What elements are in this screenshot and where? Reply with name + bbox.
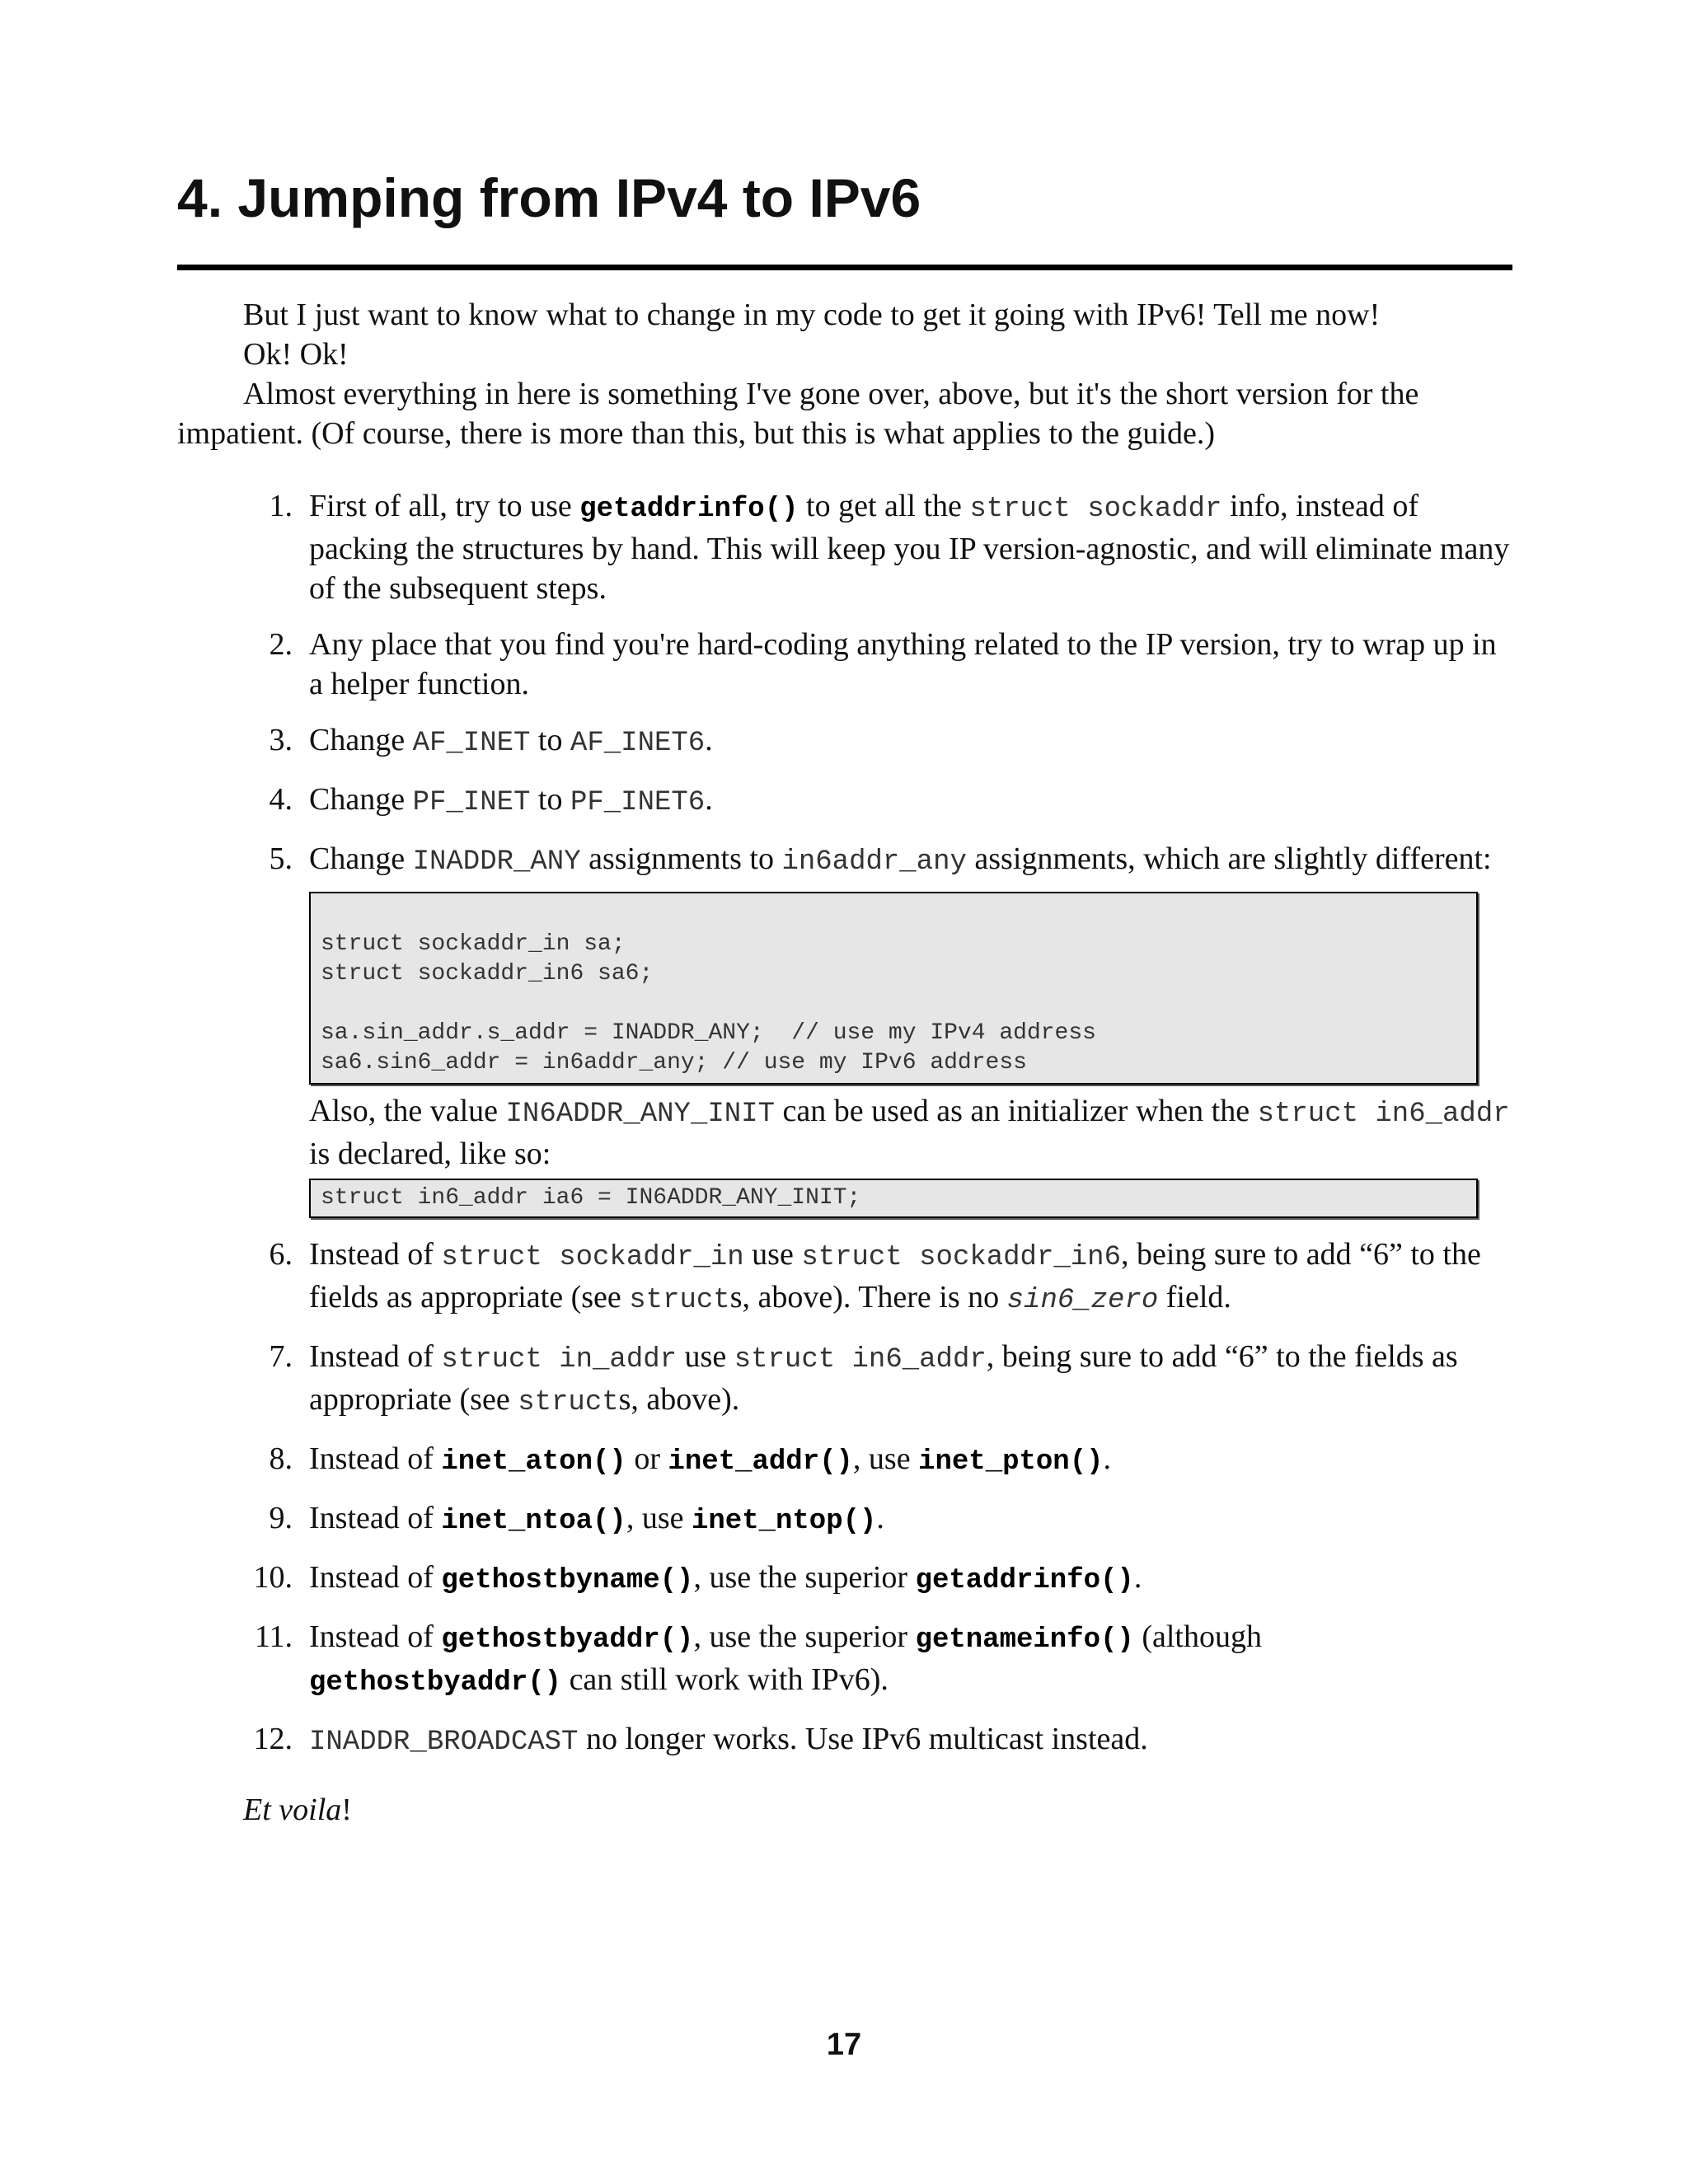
text: .	[705, 723, 713, 757]
list-number: 6.	[269, 1237, 293, 1272]
list-number: 3.	[269, 723, 293, 757]
text: , being sure to add “6” to the fields as appropriate (see	[309, 1339, 1458, 1417]
text: can still work with IPv6).	[561, 1662, 889, 1697]
steps-list	[177, 486, 1512, 1779]
text: Also, the value	[309, 1094, 506, 1128]
code-function: inet_ntoa()	[441, 1506, 626, 1537]
text: Change	[309, 782, 413, 817]
text: field.	[1158, 1280, 1231, 1315]
closing-line	[243, 1790, 352, 1830]
code-literal: PF_INET	[412, 787, 531, 818]
list-number: 9.	[269, 1501, 293, 1535]
code-literal: PF_INET6	[570, 787, 706, 818]
text: Instead of	[309, 1339, 442, 1374]
text: to	[530, 723, 570, 757]
code-function: getaddrinfo()	[915, 1565, 1134, 1596]
intro-paragraph-2: Ok! Ok!	[243, 337, 349, 372]
code-literal: struct sockaddr_in	[441, 1242, 744, 1273]
text: Change	[309, 723, 413, 757]
text: , use	[626, 1501, 692, 1535]
text: .	[876, 1501, 884, 1535]
closing-italic: Et voila	[243, 1793, 342, 1827]
text: is declared, like so:	[309, 1137, 551, 1171]
text: Change	[309, 841, 413, 876]
text: Instead of	[309, 1441, 442, 1476]
list-number: 4.	[269, 782, 293, 817]
code-function: getnameinfo()	[915, 1624, 1134, 1656]
text: (although	[1133, 1619, 1262, 1654]
code-literal: IN6ADDR_ANY_INIT	[505, 1099, 775, 1130]
list-number: 12.	[253, 1722, 293, 1756]
text: , use the superior	[693, 1560, 916, 1595]
code-literal: AF_INET	[412, 728, 531, 759]
list-number: 10.	[253, 1560, 293, 1595]
text: use	[677, 1339, 734, 1374]
list-item	[177, 1719, 1512, 1762]
text: Instead of	[309, 1619, 442, 1654]
text: assignments to	[580, 841, 782, 876]
code-literal: AF_INET6	[570, 728, 706, 759]
text: to	[530, 782, 570, 817]
list-item	[177, 1439, 1512, 1482]
text: s, above).	[618, 1382, 740, 1417]
list-item	[177, 780, 1512, 823]
text: , use the superior	[693, 1619, 916, 1654]
text: .	[1133, 1560, 1142, 1595]
code-literal: struct	[518, 1387, 619, 1418]
text: .	[1103, 1441, 1112, 1476]
list-number: 5.	[269, 841, 293, 876]
text: no longer works. Use IPv6 multicast instead.	[578, 1722, 1148, 1756]
list-item	[177, 1235, 1512, 1320]
code-function: inet_ntop()	[691, 1506, 877, 1537]
list-item	[177, 1617, 1512, 1703]
text: s, above). There is no	[729, 1280, 1007, 1315]
code-function: inet_pton()	[918, 1446, 1104, 1478]
list-item	[177, 1498, 1512, 1541]
text: .	[705, 782, 713, 817]
code-function: inet_addr()	[668, 1446, 853, 1478]
list-number: 8.	[269, 1441, 293, 1476]
text: or	[626, 1441, 668, 1476]
list-number: 1.	[269, 489, 293, 523]
text: , being sure to add “6” to the fields as appropriate (see	[309, 1237, 1481, 1315]
code-function: gethostbyaddr()	[441, 1624, 694, 1656]
code-block: struct sockaddr_in sa; struct sockaddr_in6 sa6; sa.sin_addr.s_addr = INADDR_ANY; // use my IPv4 address sa6.sin6_addr = in6addr_any; // use my IPv6 address	[309, 892, 1478, 1085]
list-item	[177, 839, 1512, 1218]
code-literal: struct in6_addr	[734, 1344, 987, 1376]
code-note	[309, 1091, 1512, 1174]
code-literal: struct sockaddr	[969, 494, 1222, 525]
text: info, instead of packing the structures by hand. This will keep you IP version-agnostic, and will eliminate many of the subsequent steps.	[309, 489, 1510, 606]
text: Instead of	[309, 1560, 442, 1595]
list-number: 2.	[269, 627, 293, 662]
code-italic: sin6_zero	[1006, 1285, 1159, 1316]
code-literal: struct in_addr	[441, 1344, 678, 1376]
text: Instead of	[309, 1501, 442, 1535]
text: Instead of	[309, 1237, 442, 1272]
code-literal: struct sockaddr_in6	[801, 1242, 1121, 1273]
list-item	[177, 1558, 1512, 1601]
intro-section	[177, 295, 1512, 453]
code-literal: in6addr_any	[781, 846, 967, 878]
closing-punctuation: !	[341, 1793, 352, 1827]
text: assignments, which are slightly different:	[966, 841, 1492, 876]
list-item	[177, 625, 1512, 704]
intro-paragraph-1: But I just want to know what to change in my code to get it going with IPv6! Tell me now!	[243, 298, 1381, 332]
chapter-title: 4. Jumping from IPv4 to IPv6	[177, 167, 921, 228]
text: to get all the	[798, 489, 970, 523]
text: First of all, try to use	[309, 489, 580, 523]
code-function: gethostbyname()	[441, 1565, 694, 1596]
text: use	[743, 1237, 802, 1272]
code-block-initializer: struct in6_addr ia6 = IN6ADDR_ANY_INIT;	[309, 1179, 1478, 1218]
text: can be used as an initializer when the	[774, 1094, 1258, 1128]
code-function: getaddrinfo()	[579, 494, 799, 525]
code-function: gethostbyaddr()	[309, 1667, 562, 1699]
code-literal: struct in6_addr	[1257, 1099, 1510, 1130]
intro-paragraph-3: Almost everything in here is something I've gone over, above, but it's the short version for the impatient. (Of course, there is more than this, but this is what applies to the guide.)	[177, 377, 1419, 451]
text: Any place that you find you're hard-coding anything related to the IP version, try to wrap up in a helper function.	[309, 627, 1497, 701]
title-rule	[177, 265, 1512, 270]
list-item	[177, 720, 1512, 763]
code-literal: struct	[629, 1285, 730, 1316]
code-literal: INADDR_ANY	[412, 846, 581, 878]
list-item	[177, 1337, 1512, 1422]
page-number: 17	[826, 2027, 862, 2062]
list-number: 11.	[254, 1619, 293, 1654]
code-function: inet_aton()	[441, 1446, 626, 1478]
code-literal: INADDR_BROADCAST	[309, 1727, 579, 1758]
list-item	[177, 486, 1512, 608]
text: , use	[852, 1441, 919, 1476]
list-number: 7.	[269, 1339, 293, 1374]
